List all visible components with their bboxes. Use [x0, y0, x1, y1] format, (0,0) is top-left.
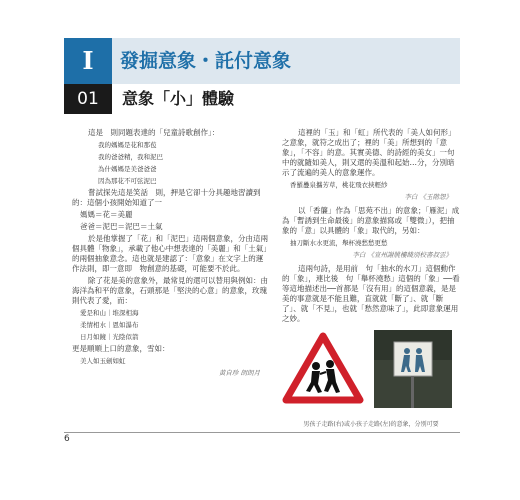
poem-line: 美人如玉劍如虹 — [80, 357, 126, 365]
poem-line: 愛是和山｜堆深相海 — [80, 309, 139, 317]
page-number: 6 — [64, 434, 70, 444]
section-title: 意象「小」體驗 — [112, 84, 460, 114]
poem-line: 日月如鏡｜光陰似箭 — [80, 333, 139, 341]
paragraph: 於是他掌握了「花」和「泥巴」這兩個意象，分由這兩個具體「物象」，承載了他心中想表達的「美麗」和「土氣」的兩個抽象意念。這也就是建認了：「意象」在文字上的運作法則，即一意即 物創意的基礎，可能要不於此。 — [72, 234, 268, 273]
paragraph: 這兩句詩，是用前 句「抽水的水刀」這個動作的「象」，連比後 句「舉杯澆愁」這個的「象」──看等這地描述出──首都是「沒有用」的這個意義，是是美的事意就是不能且難，直就就「斷了」、就「斷了」、就「不見」，也就「愁然意味了」，此即意象運用之妙。 — [282, 264, 460, 323]
intro-text: 這是 則同題表達的「兒童詩歌創作」： — [88, 128, 220, 137]
paragraph: 以「香簾」作為「思苑不出」的意象；「雁泥」成為「暫誘到生命最後」的意象描寫或「雙微」），把抽象的「意」以具體的「象」取代的，另如： — [282, 206, 460, 235]
equation-line: 爸爸＝泥巴＝泥巴＝土氣 — [80, 222, 163, 231]
children-sign-photo — [374, 330, 452, 408]
poem-line: 為什媽媽是美爸爸爸 — [98, 165, 157, 173]
chapter-title: 發掘意象・託付意象 — [112, 38, 460, 84]
poem-line: 因為那花不可弦泥巴 — [98, 177, 157, 185]
paragraph: 更是順順上口的意象，雪如： — [72, 344, 170, 353]
quote: 香羅疊泉攜芳草，桃花飛衣挾輕紗 — [290, 181, 388, 189]
paragraph: 嘗試探先這是笑話 則，押是它卻十分具趣地習讀到的：這個小孩開始知道了一 — [72, 188, 261, 207]
poem-line: 柔情相水｜恩如瀑布 — [80, 321, 139, 329]
right-column — [282, 128, 460, 436]
paragraph: 除了花是美的意象外，最常見的還可以替用與例如：由海洋為和平的意象，石頭那是「堅決的心意」的意象，玫瑰則代表了愛，而： — [72, 276, 268, 305]
figure-caption: 男孩子走路(右)或小孩子走路(左)的意象，分別可要 — [303, 421, 439, 428]
chapter-number: I — [64, 38, 112, 84]
poem-line: 我的爸爸精，我和泥巴 — [98, 153, 163, 161]
equation-line: 媽媽＝花＝美麗 — [80, 210, 133, 219]
attribution: 李白 《宣州謝朓樓餞別校書叔雲》 — [352, 251, 452, 259]
warning-sign-image — [282, 330, 364, 408]
footer-rule — [64, 432, 460, 433]
paragraph: 這裡的「玉」和「虹」所代表的「美人如何形」之意象，就符之成出了；裡的「美」所想到的「意象」，「不容」的意。其實美德、的詩經的美女」一句中的就隨如美人，則又還的美溫和起始…分，分別暗示了流遍的美人的意象運作。 — [282, 128, 456, 177]
section-number: 01 — [64, 84, 112, 114]
attribution: 黃自珍 朗朗月 — [218, 369, 260, 377]
left-column — [72, 128, 268, 382]
attribution: 李白 《玉階怨》 — [404, 193, 452, 201]
quote: 抽刀斷水水更流，舉杯澆愁愁更愁 — [290, 239, 388, 247]
figure-group — [282, 330, 460, 418]
poem-line: 我的媽媽是花和那苞 — [98, 141, 157, 149]
